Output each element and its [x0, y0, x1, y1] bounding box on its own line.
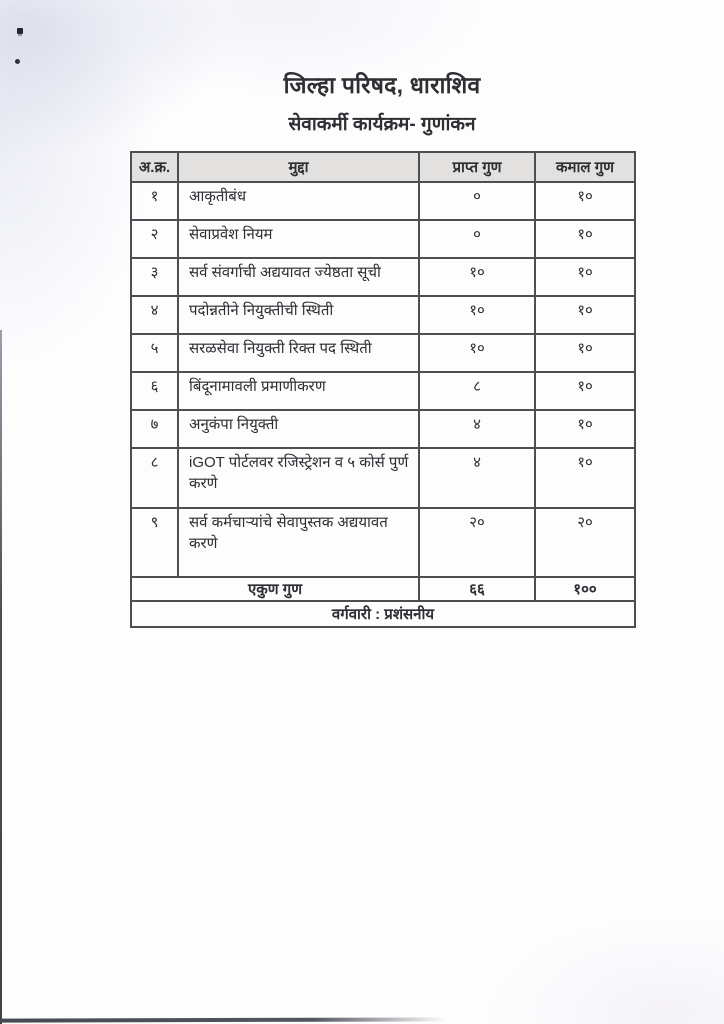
header-obtained-marks: प्राप्त गुण — [419, 152, 535, 182]
cell-maximum-marks: १० — [535, 296, 635, 334]
table-row — [131, 182, 635, 220]
total-obtained-marks: ६६ — [419, 577, 535, 601]
cell-item: सर्व कर्मचाऱ्यांचे सेवापुस्तक अद्ययावत करणे — [178, 508, 419, 577]
table-row — [131, 508, 635, 577]
cell-serial-number: ६ — [131, 372, 178, 410]
cell-item: आकृतीबंध — [178, 182, 419, 220]
cell-item: पदोन्नतीने नियुक्तीची स्थिती — [178, 296, 419, 334]
table-row — [131, 372, 635, 410]
ink-dot — [15, 59, 20, 64]
cell-serial-number: १ — [131, 182, 178, 220]
document-subtitle: सेवाकर्मी कार्यक्रम- गुणांकन — [288, 114, 476, 135]
cell-item: सरळसेवा नियुक्ती रिक्त पद स्थिती — [178, 334, 419, 372]
table-row — [131, 220, 635, 258]
cell-serial-number: ८ — [131, 448, 178, 508]
cell-obtained-marks: १० — [419, 296, 535, 334]
table-row — [131, 334, 635, 372]
cell-item: सर्व संवर्गाची अद्ययावत ज्येष्ठता सूची — [178, 258, 419, 296]
cell-obtained-marks: ४ — [419, 410, 535, 448]
table-row — [131, 410, 635, 448]
total-label: एकुण गुण — [131, 577, 419, 601]
cell-obtained-marks: ८ — [419, 372, 535, 410]
cell-obtained-marks: २० — [419, 508, 535, 577]
cell-maximum-marks: १० — [535, 410, 635, 448]
cell-obtained-marks: १० — [419, 258, 535, 296]
cell-maximum-marks: २० — [535, 508, 635, 577]
table-row — [131, 296, 635, 334]
header-serial-number: अ.क्र. — [131, 152, 178, 182]
category-row — [131, 601, 635, 627]
cell-maximum-marks: १० — [535, 258, 635, 296]
category-value: वर्गवारी : प्रशंसनीय — [131, 601, 635, 627]
score-table — [130, 151, 636, 628]
cell-item: बिंदूनामावली प्रमाणीकरण — [178, 372, 419, 410]
cell-maximum-marks: १० — [535, 448, 635, 508]
cell-maximum-marks: १० — [535, 334, 635, 372]
cell-obtained-marks: ४ — [419, 448, 535, 508]
table-row — [131, 448, 635, 508]
cell-obtained-marks: ० — [419, 220, 535, 258]
document-content — [130, 70, 634, 628]
table-body — [131, 182, 635, 577]
ink-dot — [17, 28, 23, 34]
cell-serial-number: ९ — [131, 508, 178, 577]
cell-serial-number: २ — [131, 220, 178, 258]
cell-serial-number: ५ — [131, 334, 178, 372]
cell-maximum-marks: १० — [535, 220, 635, 258]
cell-serial-number: ३ — [131, 258, 178, 296]
cell-maximum-marks: १० — [535, 372, 635, 410]
header-item: मुद्दा — [178, 152, 419, 182]
cell-serial-number: ४ — [131, 296, 178, 334]
table-header-row — [131, 152, 635, 182]
total-maximum-marks: १०० — [535, 577, 635, 601]
scan-edge-bottom — [0, 1017, 446, 1022]
cell-obtained-marks: ० — [419, 182, 535, 220]
cell-obtained-marks: १० — [419, 334, 535, 372]
cell-item: सेवाप्रवेश नियम — [178, 220, 419, 258]
header-maximum-marks: कमाल गुण — [535, 152, 635, 182]
scan-edge-left — [0, 330, 2, 1024]
cell-maximum-marks: १० — [535, 182, 635, 220]
cell-item: अनुकंपा नियुक्ती — [178, 410, 419, 448]
total-row — [131, 577, 635, 601]
table-row — [131, 258, 635, 296]
cell-item: iGOT पोर्टलवर रजिस्ट्रेशन व ५ कोर्स पुर्ण करणे — [178, 448, 419, 508]
cell-serial-number: ७ — [131, 410, 178, 448]
document-title: जिल्हा परिषद, धाराशिव — [283, 72, 481, 98]
